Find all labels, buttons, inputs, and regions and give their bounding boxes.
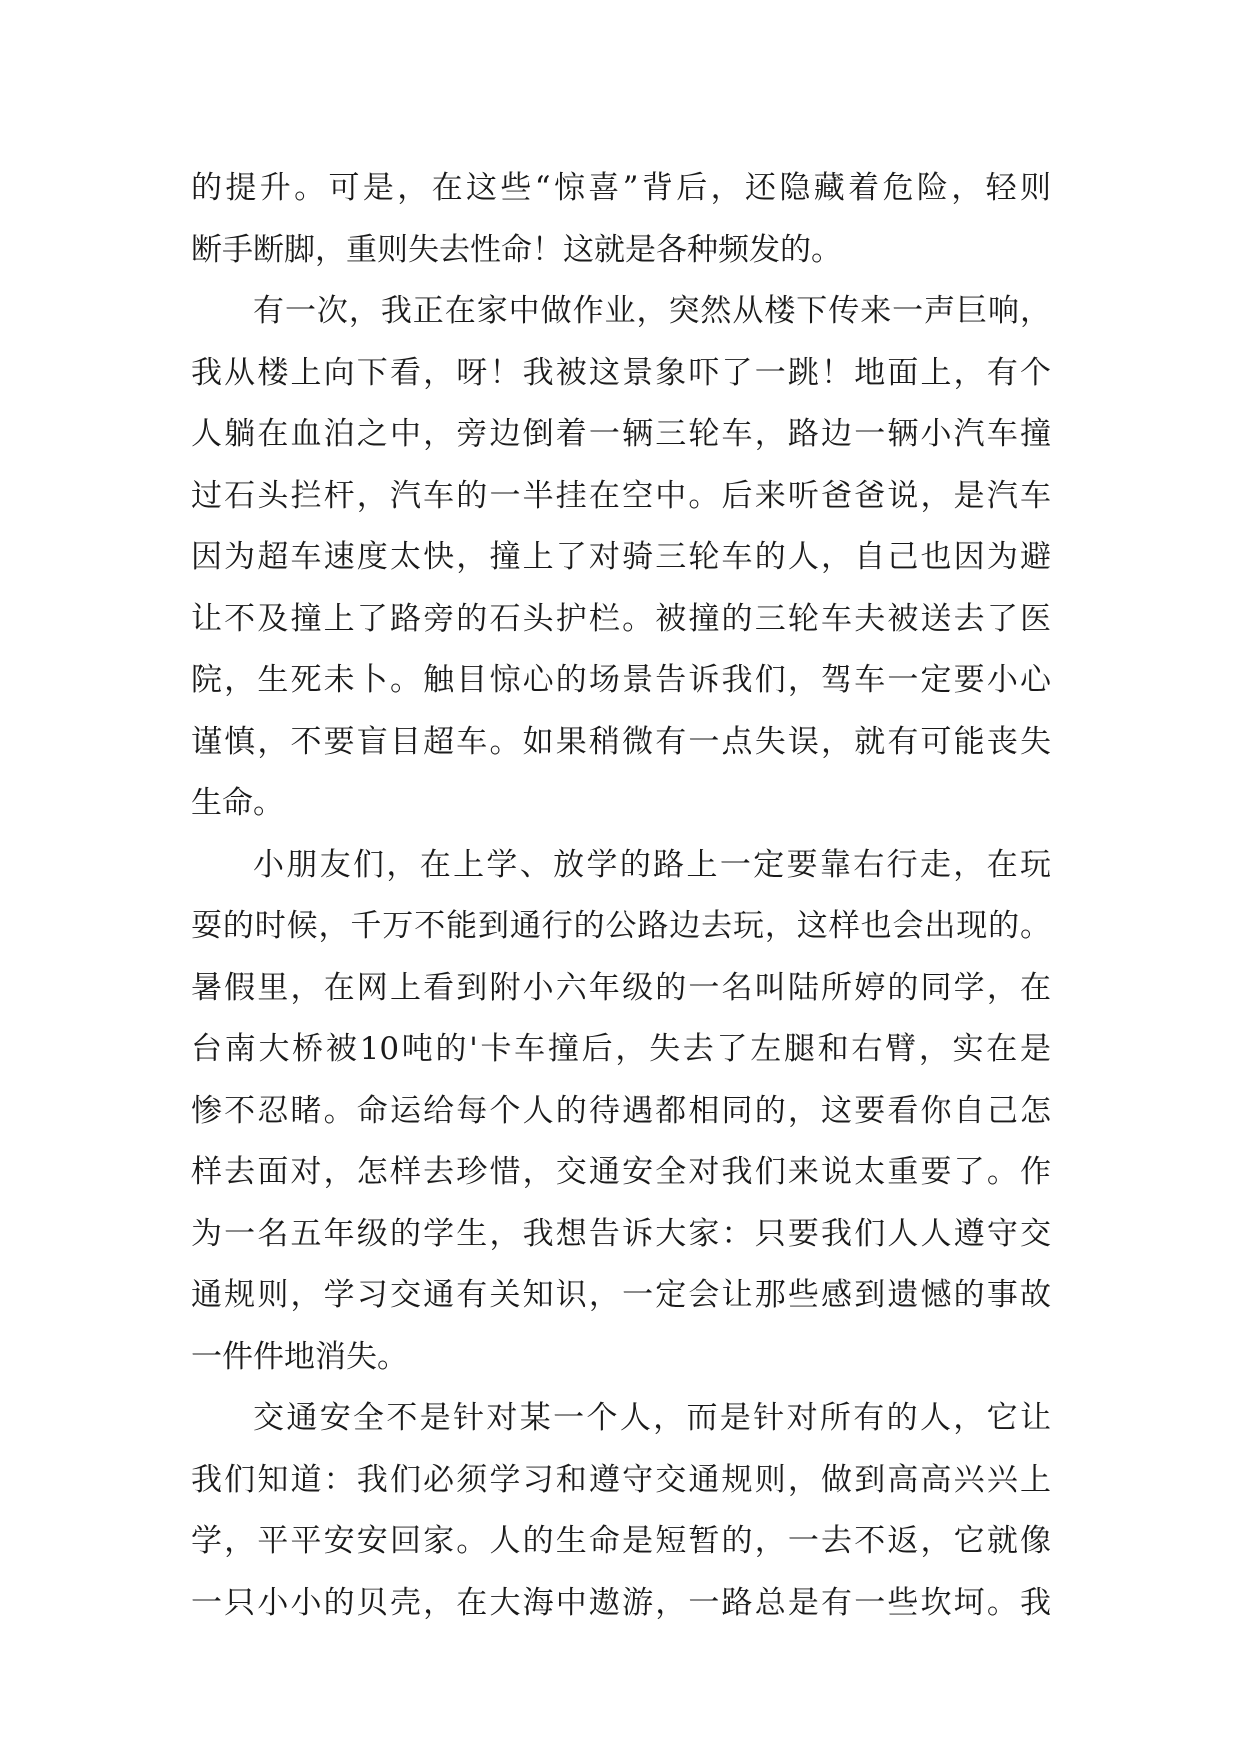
text-line: 样去面对，怎样去珍惜，交通安全对我们来说太重要了。作 [191,1154,1051,1190]
document-body [191,158,1051,1634]
text-line: 让不及撞上了路旁的石头护栏。被撞的三轮车夫被送去了医 [191,600,1051,637]
text-line: 通规则，学习交通有关知识，一定会让那些感到遗憾的事故 [191,1277,1051,1313]
text-line: 生命。 [191,785,284,821]
text-line: 人躺在血泊之中，旁边倒着一辆三轮车，路边一辆小汽车撞 [191,416,1051,452]
text-line: 院，生死未卜。触目惊心的场景告诉我们，驾车一定要小心 [191,662,1051,698]
text-line: 的提升。可是，在这些“惊喜”背后，还隐藏着危险，轻则 [191,170,1051,206]
text-line: 为一名五年级的学生，我想告诉大家：只要我们人人遵守交 [191,1215,1051,1252]
text-line: 谨慎，不要盲目超车。如果稍微有一点失误，就有可能丧失 [191,723,1051,760]
text-line: 小朋友们，在上学、放学的路上一定要靠右行走，在玩 [253,846,1051,883]
text-line: 耍的时候，千万不能到通行的公路边去玩，这样也会出现的。 [191,908,1051,944]
text-line: 暑假里，在网上看到附小六年级的一名叫陆所婷的同学，在 [191,969,1051,1006]
text-line: 因为超车速度太快，撞上了对骑三轮车的人，自己也因为避 [191,539,1051,575]
text-line: 我们知道：我们必须学习和遵守交通规则，做到高高兴兴上 [191,1461,1051,1498]
text-line: 断手断脚，重则失去性命！这就是各种频发的。 [191,231,842,268]
text-line: 有一次，我正在家中做作业，突然从楼下传来一声巨响， [253,293,1051,329]
text-line: 交通安全不是针对某一个人，而是针对所有的人，它让 [253,1400,1051,1436]
text-line: 我从楼上向下看，呀！我被这景象吓了一跳！地面上，有个 [191,354,1051,391]
text-line: 一只小小的贝壳，在大海中遨游，一路总是有一些坎坷。我 [191,1584,1051,1621]
text-line: 一件件地消失。 [191,1338,408,1375]
text-line: 惨不忍睹。命运给每个人的待遇都相同的，这要看你自己怎 [191,1092,1051,1129]
text-line: 过石头拦杆，汽车的一半挂在空中。后来听爸爸说，是汽车 [191,477,1051,514]
text-line: 台南大桥被10吨的'卡车撞后，失去了左腿和右臂，实在是 [191,1031,1051,1067]
text-line: 学，平平安安回家。人的生命是短暂的，一去不返，它就像 [191,1523,1051,1559]
